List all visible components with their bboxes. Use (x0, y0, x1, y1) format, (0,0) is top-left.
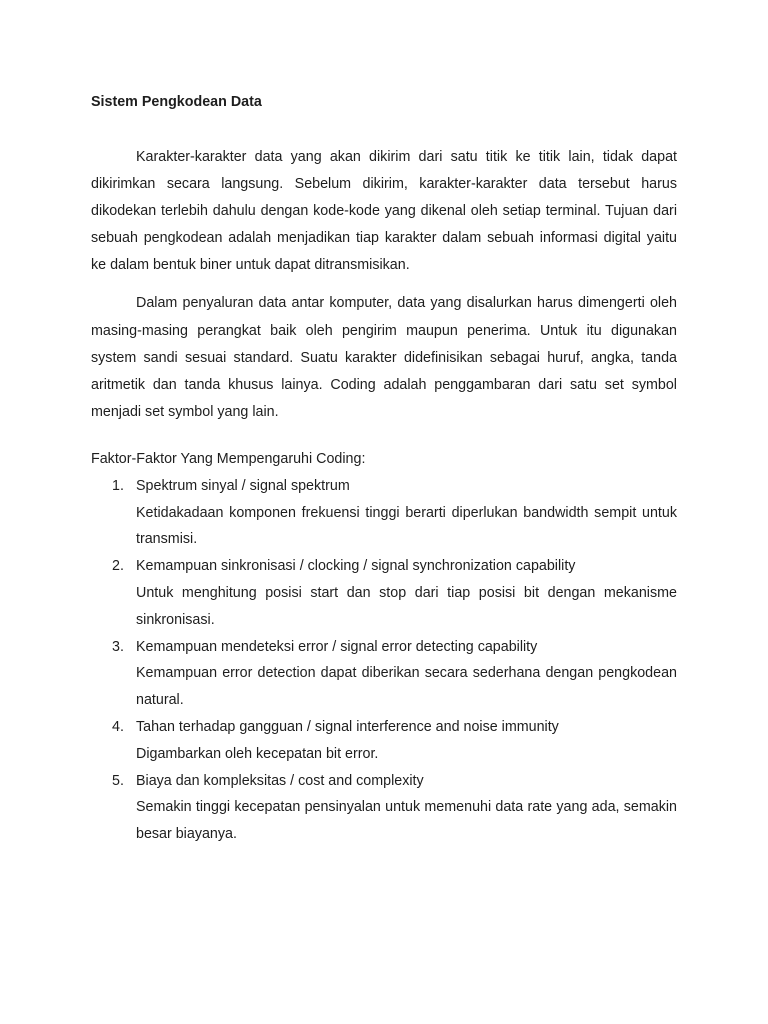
factor-title: Spektrum sinyal / signal spektrum (136, 477, 350, 494)
factor-title: Kemampuan sinkronisasi / clocking / signal synchronization capability (136, 558, 576, 575)
factor-description: Kemampuan error detection dapat diberikan secara sederhana dengan pengkodean natural. (136, 665, 677, 709)
factor-item-spectrum (91, 473, 677, 553)
factor-description: Semakin tinggi kecepatan pensinyalan untuk memenuhi data rate yang ada, semakin besar biayanya. (136, 799, 677, 843)
factor-item-error-detection (91, 634, 677, 714)
factor-description: Ketidakadaan komponen frekuensi tinggi berarti diperlukan bandwidth sempit untuk transmisi. (136, 504, 677, 548)
factor-title: Tahan terhadap gangguan / signal interference and noise immunity (136, 718, 559, 735)
factor-item-noise-immunity (91, 714, 677, 768)
factor-title: Kemampuan mendeteksi error / signal error detecting capability (136, 638, 538, 655)
factor-number: 1. (112, 477, 124, 494)
paragraph-intro: Karakter-karakter data yang akan dikirim dari satu titik ke titik lain, tidak dapat dikirimkan secara langsung. Sebelum dikirim, karakter-karakter data tersebut harus dikodekan terlebih dahulu dengan kode-kode yang dikenal oleh setiap terminal. Tujuan dari sebuah pengkodean adalah menjadikan tiap karakter dalam sebuah informasi digital yaitu ke dalam bentuk biner untuk dapat ditransmisikan. (91, 149, 677, 274)
factors-heading: Faktor-Faktor Yang Mempengaruhi Coding: (91, 450, 366, 467)
factor-number: 3. (112, 638, 124, 655)
factor-description: Untuk menghitung posisi start dan stop dari tiap posisi bit dengan mekanisme sinkronisasi. (136, 584, 677, 628)
document-title: Sistem Pengkodean Data (91, 94, 262, 110)
factor-title: Biaya dan kompleksitas / cost and complexity (136, 772, 424, 789)
factor-number: 5. (112, 772, 124, 789)
factor-number: 2. (112, 558, 124, 575)
document-content (91, 91, 677, 848)
factor-description: Digambarkan oleh kecepatan bit error. (136, 745, 379, 762)
factor-item-synchronization (91, 553, 677, 633)
factor-number: 4. (112, 718, 124, 735)
factor-list (91, 473, 677, 848)
paragraph-coding-definition: Dalam penyaluran data antar komputer, data yang disalurkan harus dimengerti oleh masing-masing perangkat baik oleh pengirim maupun penerima. Untuk itu digunakan system sandi sesuai standard. Suatu karakter didefinisikan sebagai huruf, angka, tanda aritmetik dan tanda khusus lainya. Coding adalah penggambaran dari satu set symbol menjadi set symbol yang lain. (91, 295, 677, 420)
factor-item-cost-complexity (91, 768, 677, 848)
